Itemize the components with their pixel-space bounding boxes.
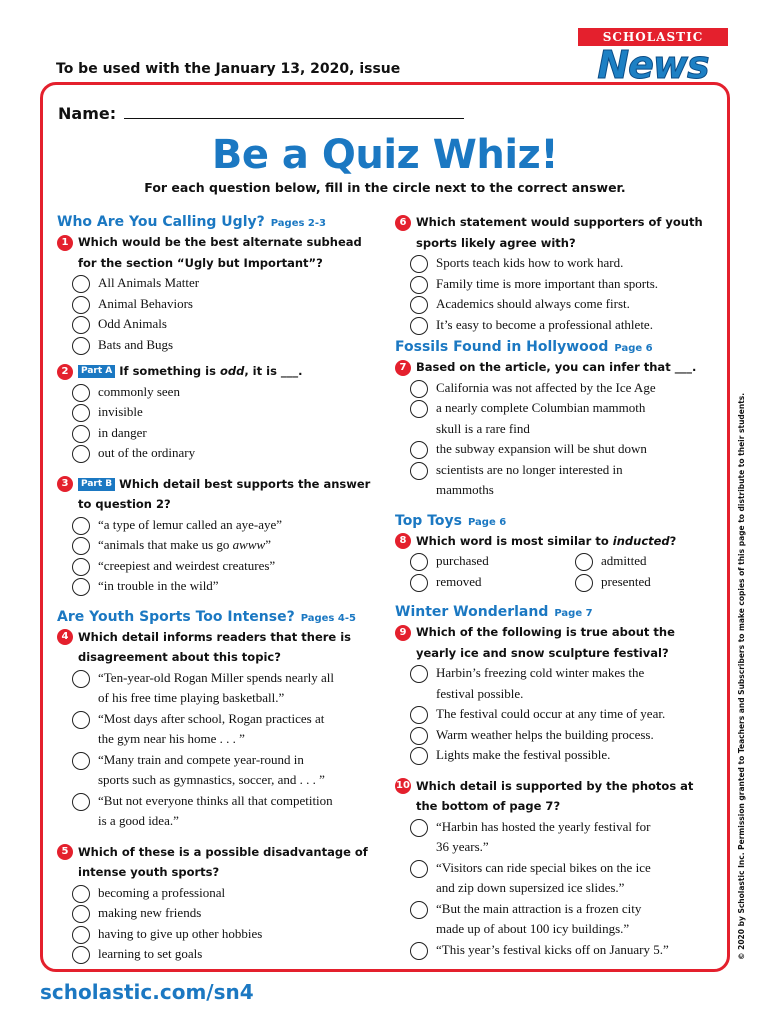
question-4 — [57, 627, 387, 648]
answer-option — [395, 725, 725, 746]
question-number: 2 — [57, 364, 73, 380]
issue-date-line: To be used with the January 13, 2020, issue — [56, 61, 401, 77]
answer-bubble[interactable] — [410, 296, 428, 314]
question-text-end: , it is ___. — [244, 364, 303, 378]
part-badge: Part B — [78, 478, 115, 491]
answer-option — [395, 378, 725, 399]
answer-bubble[interactable] — [410, 747, 428, 765]
answer-option — [57, 903, 387, 924]
option-text: Sports teach kids how to work hard. — [436, 255, 624, 270]
answer-bubble[interactable] — [72, 445, 90, 463]
option-text-line2: skull is a rare find — [436, 420, 530, 436]
answer-option — [57, 556, 387, 577]
question-number: 5 — [57, 844, 73, 860]
option-text: “Many train and compete year-round in — [98, 751, 304, 767]
question-emphasis: odd — [219, 364, 245, 378]
option-text-end: ” — [265, 537, 271, 552]
section-title: Who Are You Calling Ugly? — [57, 214, 265, 230]
option-text: “But the main attraction is a frozen city — [436, 900, 642, 916]
answer-bubble[interactable] — [410, 276, 428, 294]
option-text: admitted — [601, 553, 647, 568]
section-pages: Page 6 — [614, 343, 653, 354]
option-text: Odd Animals — [98, 316, 167, 331]
page-title: Be a Quiz Whiz! — [211, 132, 559, 178]
option-text: “This year’s festival kicks off on January 5.” — [436, 941, 669, 957]
answer-option — [57, 423, 387, 444]
instructions: For each question below, fill in the circle next to the correct answer. — [144, 180, 626, 195]
question-text: Which detail is supported by the photos at — [416, 778, 694, 793]
option-text: the subway expansion will be shut down — [436, 441, 647, 456]
option-text-line2: sports such as gymnastics, soccer, and . . . ” — [98, 772, 325, 787]
option-text: making new friends — [98, 905, 202, 920]
answer-bubble[interactable] — [410, 942, 428, 960]
option-text: a nearly complete Columbian mammoth — [436, 400, 646, 415]
option-text: “Visitors can ride special bikes on the ice — [436, 859, 651, 875]
question-number: 8 — [395, 533, 411, 549]
answer-bubble[interactable] — [72, 752, 90, 770]
option-text: removed — [436, 573, 482, 589]
answer-bubble[interactable] — [410, 706, 428, 724]
answer-option — [395, 704, 725, 725]
question-10 — [395, 776, 725, 797]
option-text: commonly seen — [98, 383, 180, 399]
option-text: Lights make the festival possible. — [436, 747, 611, 762]
answer-option — [57, 273, 387, 294]
answer-bubble[interactable] — [72, 316, 90, 334]
answer-bubble[interactable] — [72, 275, 90, 293]
option-text: Animal Behaviors — [98, 295, 193, 311]
answer-bubble[interactable] — [72, 578, 90, 596]
option-text: Bats and Bugs — [98, 336, 174, 352]
option-text: Harbin’s freezing cold winter makes the — [436, 665, 645, 680]
options-row — [395, 572, 725, 593]
section-pages: Pages 4-5 — [300, 612, 356, 624]
question-number: 9 — [395, 625, 411, 641]
answer-bubble[interactable] — [72, 711, 90, 729]
question-number: 4 — [57, 629, 73, 645]
answer-bubble[interactable] — [410, 727, 428, 745]
section-ugly — [57, 212, 387, 232]
answer-option — [57, 314, 387, 335]
question-8 — [395, 531, 725, 552]
option-text: invisible — [98, 404, 143, 419]
question-text: Which word is most similar to — [416, 533, 613, 548]
logo-news: News — [597, 43, 709, 87]
question-text-end: ? — [669, 533, 677, 548]
answer-bubble[interactable] — [72, 670, 90, 688]
answer-option — [395, 817, 725, 858]
answer-option — [57, 443, 387, 464]
section-title: Fossils Found in Hollywood — [395, 339, 609, 355]
option-text: “animals that make us go — [98, 537, 233, 552]
answer-option — [395, 663, 725, 704]
answer-option — [57, 576, 387, 597]
option-text: having to give up other hobbies — [98, 925, 263, 941]
answer-bubble[interactable] — [410, 380, 428, 398]
section-toys — [395, 511, 725, 531]
section-title: Winter Wonderland — [395, 604, 549, 620]
answer-option — [57, 924, 387, 945]
answer-option — [57, 535, 387, 556]
option-text-line2: mammoths — [436, 482, 494, 497]
option-text: “Most days after school, Rogan practices at — [98, 710, 325, 726]
answer-option — [395, 745, 725, 766]
question-text: Which statement would supporters of youth — [416, 215, 703, 229]
answer-bubble[interactable] — [575, 574, 593, 592]
answer-bubble[interactable] — [410, 441, 428, 459]
answer-bubble[interactable] — [72, 946, 90, 964]
footer-link[interactable]: scholastic.com/sn4 — [40, 980, 254, 1004]
option-emphasis: awww — [232, 537, 266, 552]
answer-option — [57, 402, 387, 423]
question-emphasis: inducted — [612, 533, 670, 548]
answer-option — [560, 572, 725, 593]
answer-bubble[interactable] — [410, 819, 428, 837]
section-title: Top Toys — [395, 512, 462, 529]
question-7 — [395, 357, 725, 378]
answer-bubble[interactable] — [410, 553, 428, 571]
question-number: 3 — [57, 476, 73, 492]
answer-option — [57, 750, 387, 791]
question-number: 6 — [395, 215, 411, 231]
option-text: All Animals Matter — [98, 275, 200, 290]
option-text: “in trouble in the wild” — [98, 578, 219, 593]
section-pages: Page 7 — [554, 608, 593, 619]
option-text-line2: 36 years.” — [436, 839, 489, 854]
question-number: 7 — [395, 360, 411, 376]
part-badge: Part A — [78, 365, 115, 378]
name-field — [58, 104, 464, 123]
answer-bubble[interactable] — [72, 425, 90, 443]
answer-option — [57, 515, 387, 536]
answer-option — [395, 858, 725, 899]
answer-bubble[interactable] — [72, 337, 90, 355]
answer-bubble[interactable] — [410, 574, 428, 592]
option-text: “Ten-year-old Rogan Miller spends nearly all — [98, 669, 334, 685]
answer-bubble[interactable] — [410, 317, 428, 335]
section-winter — [395, 602, 725, 622]
option-text: learning to set goals — [98, 946, 203, 961]
answer-option — [395, 315, 725, 336]
name-line[interactable] — [124, 104, 464, 119]
question-6 — [395, 212, 725, 233]
question-text: Which of these is a possible disadvantage of — [78, 844, 368, 859]
left-column — [57, 212, 387, 965]
question-9 — [395, 622, 725, 643]
answer-bubble[interactable] — [410, 255, 428, 273]
answer-option — [395, 439, 725, 460]
option-text: California was not affected by the Ice Age — [436, 379, 656, 395]
answer-option — [395, 274, 725, 295]
answer-option — [57, 382, 387, 403]
question-5-cont: intense youth sports? — [78, 865, 220, 879]
option-text: becoming a professional — [98, 884, 226, 900]
question-text: Which detail best supports the answer — [119, 476, 371, 491]
answer-option — [395, 551, 560, 572]
answer-bubble[interactable] — [72, 384, 90, 402]
answer-bubble[interactable] — [72, 793, 90, 811]
option-text: in danger — [98, 424, 147, 440]
section-sports — [57, 607, 387, 627]
question-2 — [57, 361, 387, 382]
question-number: 1 — [57, 235, 73, 251]
section-pages: Page 6 — [467, 516, 507, 528]
answer-option — [395, 398, 725, 439]
answer-option — [395, 460, 725, 501]
answer-bubble[interactable] — [410, 400, 428, 418]
option-text: “Harbin has hosted the yearly festival for — [436, 818, 651, 834]
option-text-line2: and zip down supersized ice slides.” — [436, 880, 625, 895]
answer-option — [395, 899, 725, 940]
question-text: Which of the following is true about the — [416, 625, 675, 639]
answer-option — [395, 572, 560, 593]
answer-bubble[interactable] — [72, 537, 90, 555]
question-3-cont: to question 2? — [78, 497, 171, 511]
option-text: purchased — [436, 553, 489, 568]
answer-bubble[interactable] — [72, 905, 90, 923]
question-1 — [57, 232, 387, 253]
question-number: 10 — [395, 778, 411, 794]
question-text: Based on the article, you can infer that ___. — [416, 360, 697, 374]
option-text: “a type of lemur called an aye-aye” — [98, 516, 283, 532]
option-text-line2: festival possible. — [436, 685, 524, 701]
question-text: If something is — [119, 364, 220, 378]
right-column — [395, 212, 725, 960]
question-text: Which detail informs readers that there is — [78, 629, 352, 644]
answer-bubble[interactable] — [575, 553, 593, 571]
question-5 — [57, 842, 387, 863]
logo-brand: SCHOLASTIC — [578, 28, 728, 46]
option-text-line2: the gym near his home . . . ” — [98, 731, 245, 746]
answer-option — [57, 335, 387, 356]
answer-option — [57, 709, 387, 750]
option-text: The festival could occur at any time of year. — [436, 706, 666, 721]
option-text-line2: of his free time playing basketball.” — [98, 690, 285, 705]
option-text: Academics should always come first. — [436, 296, 630, 311]
answer-option — [57, 944, 387, 965]
answer-bubble[interactable] — [72, 885, 90, 903]
answer-option — [560, 551, 725, 572]
section-fossils — [395, 337, 725, 357]
question-1-cont: for the section “Ugly but Important”? — [78, 255, 323, 270]
answer-option — [57, 883, 387, 904]
option-text: scientists are no longer interested in — [436, 461, 623, 477]
answer-bubble[interactable] — [410, 901, 428, 919]
answer-bubble[interactable] — [410, 462, 428, 480]
scholastic-news-logo — [578, 28, 728, 88]
answer-bubble[interactable] — [410, 860, 428, 878]
option-text: Warm weather helps the building process. — [436, 726, 654, 742]
answer-bubble[interactable] — [72, 558, 90, 576]
question-9-cont: yearly ice and snow sculpture festival? — [416, 645, 669, 660]
section-pages: Pages 2-3 — [270, 218, 326, 229]
question-10-cont: the bottom of page 7? — [416, 799, 561, 813]
answer-option — [57, 668, 387, 709]
section-title: Are Youth Sports Too Intense? — [57, 608, 295, 625]
answer-option — [395, 253, 725, 274]
options-row — [395, 551, 725, 572]
answer-bubble[interactable] — [72, 404, 90, 422]
answer-option — [395, 940, 725, 961]
answer-bubble[interactable] — [72, 296, 90, 314]
copyright-note: © 2020 by Scholastic Inc. Permission granted to Teachers and Subscribers to make copies of this page to distribute to their students. — [737, 392, 746, 960]
question-6-cont: sports likely agree with? — [416, 235, 576, 250]
question-text: Which would be the best alternate subhead — [78, 235, 362, 249]
option-text: out of the ordinary — [98, 445, 196, 460]
question-3 — [57, 474, 387, 495]
option-text: It’s easy to become a professional athlete. — [436, 316, 653, 332]
option-text: Family time is more important than sports. — [436, 275, 659, 291]
option-text: “But not everyone thinks all that competition — [98, 792, 333, 808]
question-4-cont: disagreement about this topic? — [78, 650, 281, 664]
answer-bubble[interactable] — [72, 517, 90, 535]
option-text: “creepiest and weirdest creatures” — [98, 557, 276, 573]
option-text-line2: is a good idea.” — [98, 813, 179, 828]
answer-bubble[interactable] — [72, 926, 90, 944]
answer-option — [57, 294, 387, 315]
name-label: Name: — [58, 104, 117, 123]
answer-bubble[interactable] — [410, 665, 428, 683]
answer-option — [57, 791, 387, 832]
answer-option — [395, 294, 725, 315]
option-text-line2: made up of about 100 icy buildings.” — [436, 921, 630, 936]
option-text: presented — [601, 573, 651, 589]
